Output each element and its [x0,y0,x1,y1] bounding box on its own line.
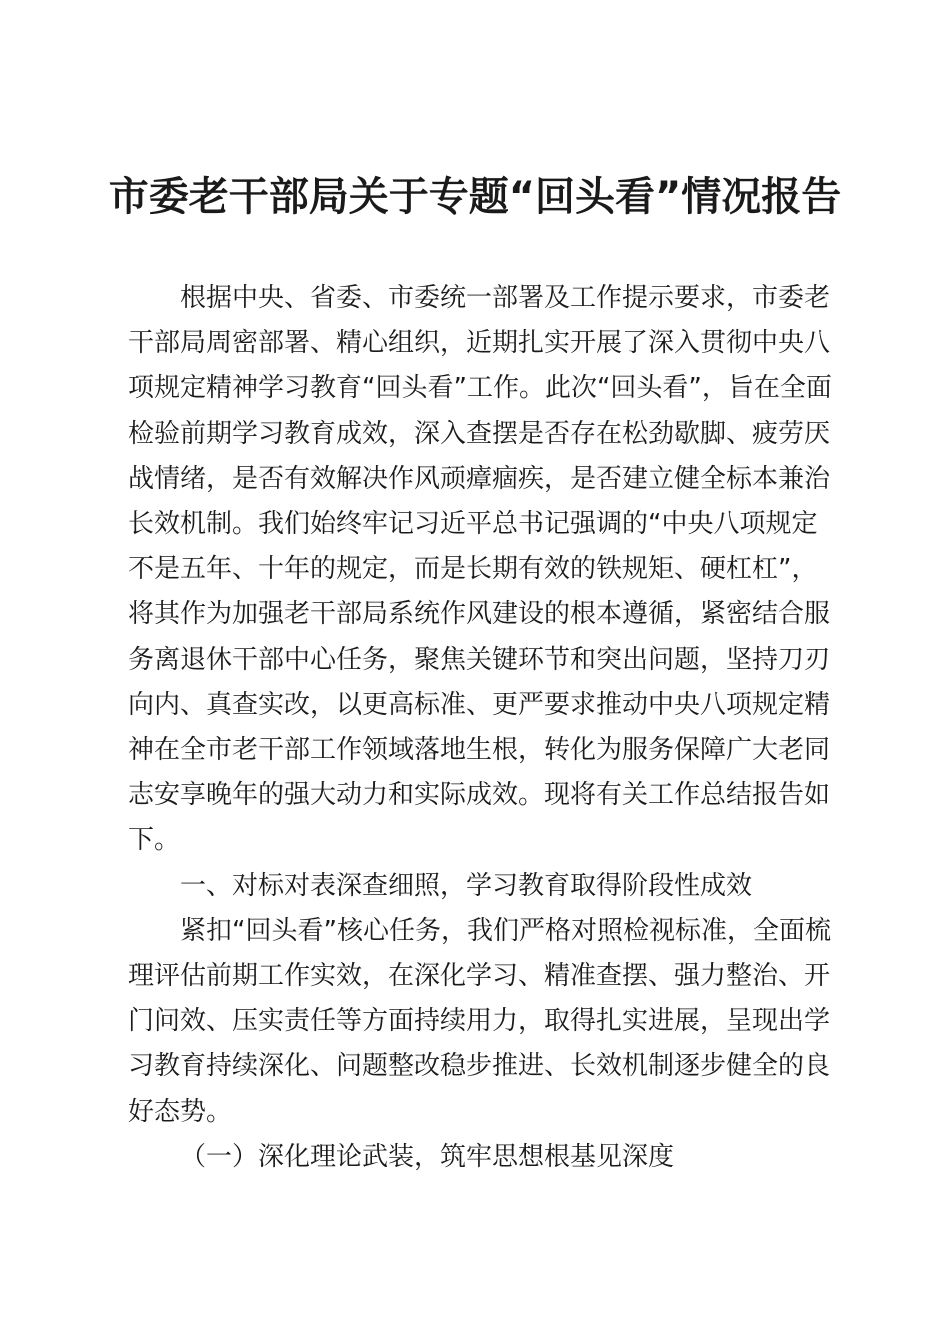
document-title: 市委老干部局关于专题“回头看”情况报告 [108,174,842,220]
section-1-paragraph: 紧扣“回头看”核心任务，我们严格对照检视标准，全面梳理评估前期工作实效，在深化学习、精准查摆、强力整治、开门问效、压实责任等方面持续用力，取得扎实进展，呈现出学习教育持续深化、问题整改稳步推进、长效机制逐步健全的良好态势。 [128,915,831,1127]
intro-paragraph: 根据中央、省委、市委统一部署及工作提示要求，市委老干部局周密部署、精心组织，近期扎实开展了深入贯彻中央八项规定精神学习教育“回头看”工作。此次“回头看”，旨在全面检验前期学习教育成效，深入查摆是否存在松劲歇脚、疲劳厌战情绪，是否有效解决作风顽瘴痼疾，是否建立健全标本兼治长效机制。我们始终牢记习近平总书记强调的“中央八项规定不是五年、十年的规定，而是长期有效的铁规矩、硬杠杠”，将其作为加强老干部局系统作风建设的根本遵循，紧密结合服务离退休干部中心任务，聚焦关键环节和突出问题，坚持刀刃向内、真查实改，以更高标准、更严要求推动中央八项规定精神在全市老干部工作领域落地生根，转化为服务保障广大老同志安享晚年的强大动力和实际成效。现将有关工作总结报告如下。 [128,283,832,856]
subsection-heading-1: （一）深化理论武装，筑牢思想根基见深度 [180,1141,675,1172]
section-heading-1: 一、对标对表深查细照，学习教育取得阶段性成效 [180,870,753,901]
document-body [128,276,836,1180]
